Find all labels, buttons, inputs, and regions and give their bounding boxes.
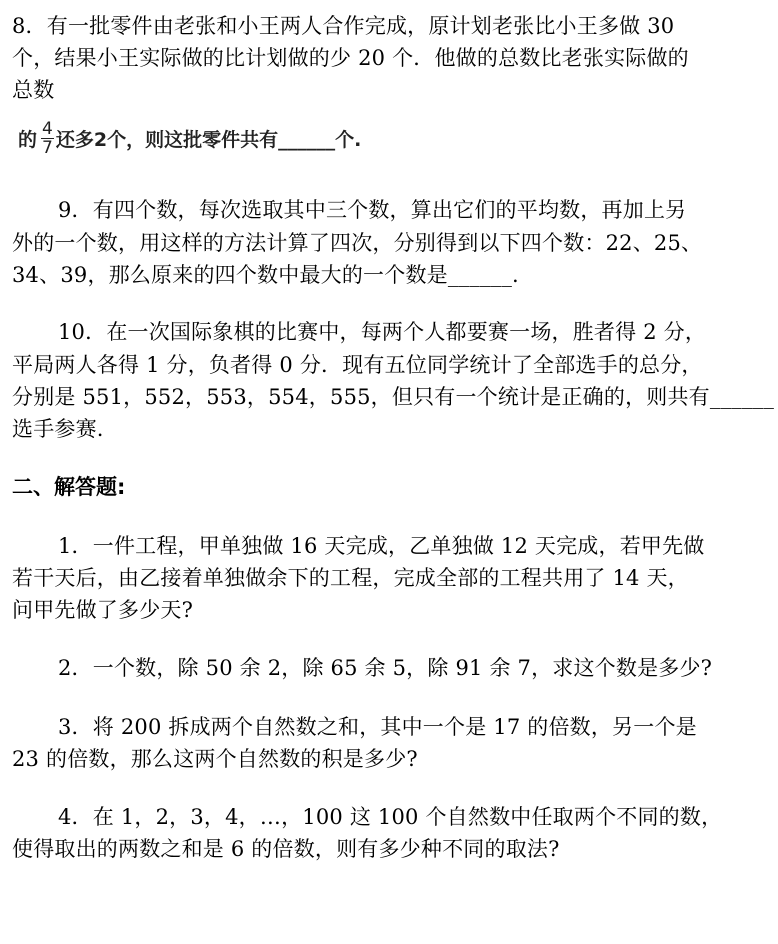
problem-9-line-3: 34、39，那么原来的四个数中最大的一个数是______.: [12, 263, 519, 287]
solve-1-line-3: 问甲先做了多少天?: [12, 598, 194, 622]
solve-3-line-2: 23 的倍数，那么这两个自然数的积是多少?: [12, 747, 418, 771]
solve-1-line-1: 1．一件工程，甲单独做 16 天完成，乙单独做 12 天完成，若甲先做: [58, 534, 705, 558]
problem-9-line-2: 外的一个数，用这样的方法计算了四次，分别得到以下四个数：22、25、: [12, 231, 703, 255]
problem-8-line-2: 个，结果小王实际做的比计划做的少 20 个．他做的总数比老张实际做的: [12, 46, 689, 70]
formula-prefix: 的: [18, 128, 38, 151]
problem-10-line-1: 10．在一次国际象棋的比赛中，每两个人都要赛一场，胜者得 2 分，: [58, 320, 707, 344]
problem-8-line-3: 总数: [12, 78, 55, 102]
solve-4-line-1: 4．在 1，2，3，4，…，100 这 100 个自然数中任取两个不同的数，: [58, 805, 723, 829]
fraction-numerator: 4: [42, 118, 53, 139]
section-heading: 二、解答题:: [12, 475, 126, 499]
solve-1-line-2: 若干天后，由乙接着单独做余下的工程，完成全部的工程共用了 14 天，: [12, 566, 689, 590]
formula-suffix: 还多2个，则这批零件共有______个.: [55, 128, 362, 151]
fraction-denominator: 7: [42, 137, 53, 158]
problem-10-line-2: 平局两人各得 1 分，负者得 0 分．现有五位同学统计了全部选手的总分，: [12, 353, 703, 377]
fraction: [41, 120, 54, 157]
problem-10-line-4: 选手参赛.: [12, 417, 104, 441]
solve-4-line-2: 使得取出的两数之和是 6 的倍数，则有多少种不同的取法?: [12, 837, 560, 861]
problem-8-line-1: 8．有一批零件由老张和小王两人合作完成，原计划老张比小王多做 30: [12, 14, 675, 38]
problem-10-line-3: 分别是 551，552，553，554，555，但只有一个统计是正确的，则共有______: [12, 385, 775, 409]
solve-3-line-1: 3．将 200 拆成两个自然数之和，其中一个是 17 的倍数，另一个是: [58, 715, 697, 739]
problem-9-line-1: 9．有四个数，每次选取其中三个数，算出它们的平均数，再加上另: [58, 198, 687, 222]
solve-2-line-1: 2．一个数，除 50 余 2，除 65 余 5，除 91 余 7，求这个数是多少?: [58, 656, 713, 680]
problem-8-formula-image: [18, 113, 361, 163]
